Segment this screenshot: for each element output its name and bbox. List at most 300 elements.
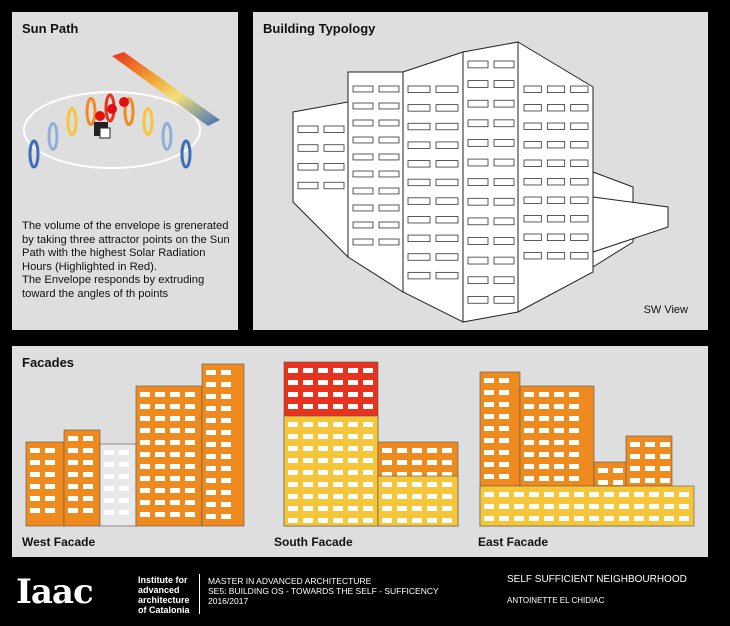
facade-window [288,470,298,475]
facade-window [529,516,539,521]
sun-path-title: Sun Path [22,21,79,36]
facade-window [397,482,407,487]
facade-window [104,498,114,503]
facade-window [630,478,640,483]
institute-line: architecture [138,595,190,605]
facade-window [679,492,689,497]
facade-window [649,492,659,497]
facade-window [140,464,150,469]
analemma-loop [144,108,152,134]
facade-window [221,502,231,507]
facade-window [634,516,644,521]
facade-window [83,460,93,465]
facade-window [363,434,373,439]
facade-window [619,516,629,521]
facade-window [484,492,494,497]
sun-path-panel [12,12,238,330]
facade-window [140,476,150,481]
facade-window [412,482,422,487]
facade-window [303,518,313,523]
facade-window [554,416,564,421]
facade-window [348,482,358,487]
facade-window [206,514,216,519]
facade-window [589,516,599,521]
facade-window [155,512,165,517]
facade-window [427,506,437,511]
analemma-loop [68,108,76,134]
facade-window [397,460,407,465]
facade-window [363,446,373,451]
facade-window [363,518,373,523]
facade-window [499,516,509,521]
facade-window [185,488,195,493]
facade-window [303,470,313,475]
facade-window [68,436,78,441]
facade-window [288,518,298,523]
facade-window [119,462,129,467]
facade-window [30,460,40,465]
facade-window [539,464,549,469]
facade-window [348,446,358,451]
facade-window [221,478,231,483]
facade-window [559,504,569,509]
facade-window [645,478,655,483]
facade-window [484,516,494,521]
facade-window [484,402,494,407]
facade-window [170,500,180,505]
facade-window [68,496,78,501]
facade-window [363,482,373,487]
facade-window [397,518,407,523]
facade-window [155,488,165,493]
facade-window [514,516,524,521]
facade-window [45,508,55,513]
facade-window [333,404,343,409]
facade-window [185,392,195,397]
facade-window [649,504,659,509]
facade-window [539,404,549,409]
facade-window [206,502,216,507]
facade-window [318,434,328,439]
facade-window [221,394,231,399]
facade-window [569,404,579,409]
facade-window [68,484,78,489]
facade-window [634,504,644,509]
facade-window [170,404,180,409]
facade-window [524,392,534,397]
facade-window [119,486,129,491]
facade-window [619,492,629,497]
facade-window [303,422,313,427]
facade-window [397,506,407,511]
facade-window [427,518,437,523]
facade-window [221,418,231,423]
facade-window [499,474,509,479]
facade-window [155,404,165,409]
facade-window [348,518,358,523]
analemma-loop [163,123,171,149]
facade-window [221,370,231,375]
facade-window [206,370,216,375]
facade-window [140,488,150,493]
facade-window [333,494,343,499]
facade-window [427,494,437,499]
facade-window [598,480,608,485]
facade-window [83,448,93,453]
facade-window [630,466,640,471]
facade-window [333,470,343,475]
facade-window [382,506,392,511]
facade-window [221,442,231,447]
facade-window [140,392,150,397]
facade-window [484,390,494,395]
facade-window [303,380,313,385]
facade-elevations [12,346,708,557]
facade-window [206,454,216,459]
facade-window [598,468,608,473]
facade-window [539,392,549,397]
facade-window [348,470,358,475]
facade-window [45,496,55,501]
institute-name [138,575,190,615]
facade-window [288,446,298,451]
facade-window [206,430,216,435]
facade-window [170,464,180,469]
facade-window [119,498,129,503]
facade-window [140,416,150,421]
facade-window [170,512,180,517]
facade-window [484,438,494,443]
facade-window [333,392,343,397]
facade-window [83,508,93,513]
facade-window [30,484,40,489]
facade-window [185,464,195,469]
iaac-logo: Iaac [16,572,93,612]
facade-window [221,454,231,459]
facade-window [170,488,180,493]
facade-window [170,416,180,421]
typology-title: Building Typology [263,21,376,36]
facade-window [382,494,392,499]
facade-window [348,392,358,397]
facade-window [333,422,343,427]
facade-window [288,392,298,397]
facade-window [318,404,328,409]
facade-window [539,428,549,433]
facade-window [363,506,373,511]
analemma-loop [182,141,190,167]
facade-window [288,368,298,373]
facade-window [348,422,358,427]
facade-window [303,482,313,487]
facade-window [206,442,216,447]
facade-window [333,380,343,385]
desc-line: toward the angles of th points [22,287,169,300]
facade-window [104,486,114,491]
facade-block [480,486,694,526]
facade-window [333,446,343,451]
facade-window [442,460,452,465]
facade-window [363,392,373,397]
facade-window [363,368,373,373]
facade-window [83,496,93,501]
facade-window [288,494,298,499]
author-name: ANTOINETTE EL CHIDIAC [507,596,605,605]
facade-window [427,460,437,465]
facade-window [155,416,165,421]
facade-window [559,516,569,521]
facade-window [333,458,343,463]
facade-window [524,452,534,457]
desc-line: The Envelope responds by extruding [22,274,205,287]
facade-window [119,474,129,479]
facade-window [83,436,93,441]
facade-window [412,506,422,511]
facade-window [397,448,407,453]
facade-window [499,450,509,455]
facade-window [554,428,564,433]
facade-window [649,516,659,521]
facade-window [104,462,114,467]
facade-window [645,442,655,447]
facade-window [45,448,55,453]
facade-window [155,464,165,469]
facade-window [412,448,422,453]
facade-window [559,492,569,497]
facade-window [539,452,549,457]
facade-window [30,472,40,477]
facade-window [155,476,165,481]
facade-window [288,506,298,511]
facade-window [318,446,328,451]
facade-window [221,466,231,471]
facade-window [544,516,554,521]
facade-window [397,494,407,499]
facade-window [442,494,452,499]
facade-window [288,458,298,463]
facade-window [363,422,373,427]
facade-window [206,490,216,495]
facade-window [412,460,422,465]
facade-window [484,414,494,419]
facade-window [574,516,584,521]
facade-window [83,484,93,489]
facade-window [484,462,494,467]
facade-window [221,430,231,435]
facade-window [484,474,494,479]
facade-window [554,404,564,409]
facade-window [155,452,165,457]
facade-window [382,448,392,453]
facade-window [589,504,599,509]
facade-window [442,506,452,511]
building-typology-panel [253,12,708,330]
institute-line: of Catalonia [138,605,190,615]
facade-window [569,428,579,433]
facade-window [499,378,509,383]
facade-window [104,474,114,479]
desc-line: Hours (Highlighted in Red). [22,260,157,273]
facade-window [524,404,534,409]
facade-window [660,454,670,459]
facade-window [318,506,328,511]
facade-window [499,438,509,443]
attractor-point-3 [119,97,129,107]
facade-window [140,500,150,505]
facade-window [569,416,579,421]
facade-window [348,368,358,373]
facade-window [333,368,343,373]
facade-window [382,482,392,487]
facade-window [539,440,549,445]
facade-window [363,458,373,463]
facade-window [303,368,313,373]
facade-window [539,416,549,421]
west-facade-label: West Facade [22,535,96,549]
facade-window [524,464,534,469]
facade-window [318,494,328,499]
facade-window [539,476,549,481]
facade-window [288,434,298,439]
south-facade-label: South Facade [274,535,353,549]
facade-window [679,504,689,509]
facade-window [318,380,328,385]
facade-window [119,450,129,455]
program-line: MASTER IN ADVANCED ARCHITECTURE [208,576,372,586]
desc-line: Path with the highest Solar Radiation [22,247,206,260]
facade-window [185,404,195,409]
facade-window [499,390,509,395]
facade-window [569,392,579,397]
facade-window [348,458,358,463]
facade-window [318,422,328,427]
facade-window [318,368,328,373]
facade-window [30,508,40,513]
facade-window [604,492,614,497]
facade-window [185,512,195,517]
facade-window [382,460,392,465]
site-block-face [100,128,110,138]
facade-window [499,414,509,419]
attractor-point-2 [107,104,117,114]
facade-window [554,464,564,469]
facade-window [206,418,216,423]
facade-window [288,422,298,427]
facade-window [524,440,534,445]
facade-window [185,452,195,457]
facade-window [30,496,40,501]
facade-window [140,428,150,433]
facade-window [155,392,165,397]
facade-window [303,434,313,439]
facade-window [45,460,55,465]
facade-window [554,476,564,481]
facade-window [318,518,328,523]
facade-window [554,392,564,397]
analemma-loop [49,123,57,149]
facade-window [427,448,437,453]
facade-window [412,518,422,523]
facade-window [155,500,165,505]
facade-window [529,492,539,497]
facade-window [104,510,114,515]
facade-window [140,440,150,445]
facade-window [604,504,614,509]
facade-window [524,428,534,433]
facade-window [185,416,195,421]
facade-window [288,404,298,409]
facade-window [363,404,373,409]
facade-window [613,480,623,485]
facade-window [499,462,509,467]
facade-window [484,450,494,455]
facade-window [221,514,231,519]
facade-window [499,504,509,509]
facade-window [604,516,614,521]
facade-window [333,506,343,511]
facade-window [442,448,452,453]
facade-window [574,492,584,497]
facade-window [348,494,358,499]
facade-window [660,478,670,483]
facade-window [348,380,358,385]
facade-window [554,452,564,457]
facade-window [170,440,180,445]
facade-window [660,442,670,447]
facade-window [499,402,509,407]
facade-window [348,404,358,409]
facade-window [288,380,298,385]
building-axonometric [253,12,708,330]
program-info [208,576,439,606]
facade-window [664,492,674,497]
facade-window [140,452,150,457]
facade-window [170,476,180,481]
facade-window [679,516,689,521]
facade-window [303,506,313,511]
east-facade-label: East Facade [478,535,549,549]
radiation-legend [112,52,220,126]
facade-window [442,518,452,523]
facade-window [382,518,392,523]
footer-divider [199,574,200,614]
facade-window [634,492,644,497]
facade-window [140,512,150,517]
facade-window [514,504,524,509]
facade-window [348,434,358,439]
facade-window [514,492,524,497]
facade-window [318,458,328,463]
facade-window [412,494,422,499]
facade-window [613,468,623,473]
facade-window [499,426,509,431]
facade-window [83,472,93,477]
facade-window [484,426,494,431]
project-title: SELF SUFFICIENT NEIGHBOURHOOD [507,574,687,585]
facade-window [170,452,180,457]
facade-window [544,492,554,497]
desc-line: by taking three attractor points on the Sun [22,233,230,246]
facade-window [221,382,231,387]
facade-window [333,518,343,523]
facade-window [569,464,579,469]
facade-window [664,516,674,521]
facade-window [206,382,216,387]
facade-window [155,428,165,433]
view-label: SW View [643,304,688,316]
facade-window [664,504,674,509]
attractor-point-1 [95,111,105,121]
